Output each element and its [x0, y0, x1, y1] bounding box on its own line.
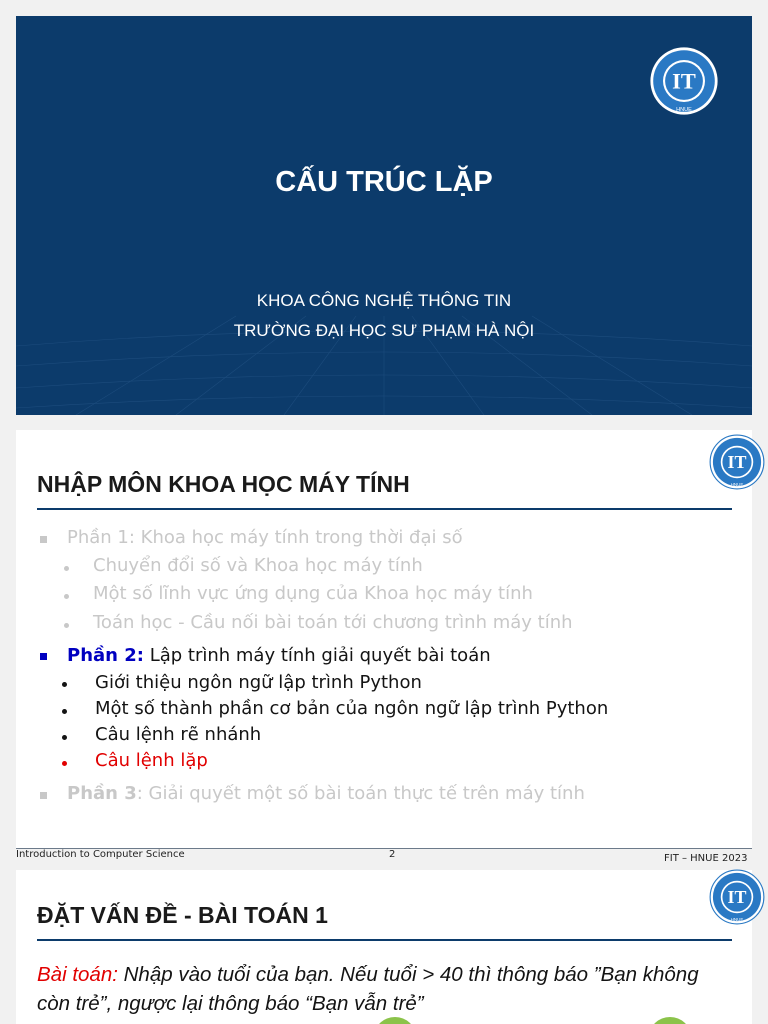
part3-label: Phần 3: [67, 783, 137, 804]
part1-item: Toán học - Cầu nối bài toán tới chương trình máy tính: [93, 612, 573, 633]
footer-page-number: 2: [389, 849, 396, 860]
heading-divider: [37, 939, 732, 941]
svg-text:HNUE: HNUE: [730, 482, 744, 488]
part2-label: Phần 2:: [67, 645, 144, 666]
dot-bullet-icon: [64, 594, 69, 599]
part1-item: Một số lĩnh vực ứng dụng của Khoa học máy tính: [93, 583, 533, 604]
agenda-slide: [16, 430, 752, 848]
flowchart-node: [374, 1017, 416, 1024]
svg-text:HNUE: HNUE: [676, 107, 692, 114]
footer-org: FIT – HNUE 2023: [664, 853, 748, 864]
dot-bullet-icon: [62, 709, 67, 714]
part3-text: : Giải quyết một số bài toán thực tế trên máy tính: [136, 783, 585, 804]
svg-text:HNUE: HNUE: [730, 917, 744, 923]
heading-divider: [37, 508, 732, 510]
slide-heading: NHẬP MÔN KHOA HỌC MÁY TÍNH: [37, 471, 410, 497]
title-slide: [16, 16, 752, 415]
part2-text: Lập trình máy tính giải quyết bài toán: [143, 645, 491, 666]
faculty-logo: [709, 434, 765, 490]
footer-course: Introduction to Computer Science: [16, 849, 185, 860]
svg-text:IT: IT: [727, 452, 747, 473]
dot-bullet-icon: [64, 566, 69, 571]
square-bullet-icon: [40, 792, 47, 799]
dot-bullet-icon: [64, 623, 69, 628]
part2-item: Giới thiệu ngôn ngữ lập trình Python: [95, 672, 422, 693]
svg-text:IT: IT: [727, 887, 747, 908]
problem-label: Bài toán:: [37, 963, 118, 986]
presentation-title: CẤU TRÚC LẶP: [275, 166, 493, 198]
faculty-logo: [649, 46, 719, 116]
problem-slide: [16, 870, 752, 1024]
square-bullet-icon: [40, 653, 47, 660]
problem-statement: [37, 960, 727, 1018]
flowchart-node: [649, 1017, 691, 1024]
part2-item-current: Câu lệnh lặp: [95, 750, 208, 771]
university-name: TRƯỜNG ĐẠI HỌC SƯ PHẠM HÀ NỘI: [233, 321, 535, 340]
problem-text: Nhập vào tuổi của bạn. Nếu tuổi > 40 thì thông báo ”Bạn không còn trẻ”, ngược lại thông báo “Bạn vẫn trẻ”: [37, 963, 699, 1015]
svg-text:IT: IT: [672, 68, 696, 94]
dot-bullet-icon: [62, 761, 67, 766]
background-pattern: [16, 16, 752, 415]
square-bullet-icon: [40, 536, 47, 543]
faculty-logo: [709, 869, 765, 925]
dot-bullet-icon: [62, 735, 67, 740]
part2-title: [67, 645, 491, 666]
faculty-name: KHOA CÔNG NGHỆ THÔNG TIN: [256, 291, 512, 310]
dot-bullet-icon: [62, 682, 67, 687]
part2-item: Câu lệnh rẽ nhánh: [95, 724, 262, 745]
part2-item: Một số thành phần cơ bản của ngôn ngữ lập trình Python: [95, 698, 609, 719]
slide-heading: ĐẶT VẤN ĐỀ - BÀI TOÁN 1: [37, 902, 328, 928]
part3-title: [67, 783, 585, 804]
part1-item: Chuyển đổi số và Khoa học máy tính: [93, 555, 423, 576]
part1-title: Phần 1: Khoa học máy tính trong thời đại số: [67, 527, 463, 548]
